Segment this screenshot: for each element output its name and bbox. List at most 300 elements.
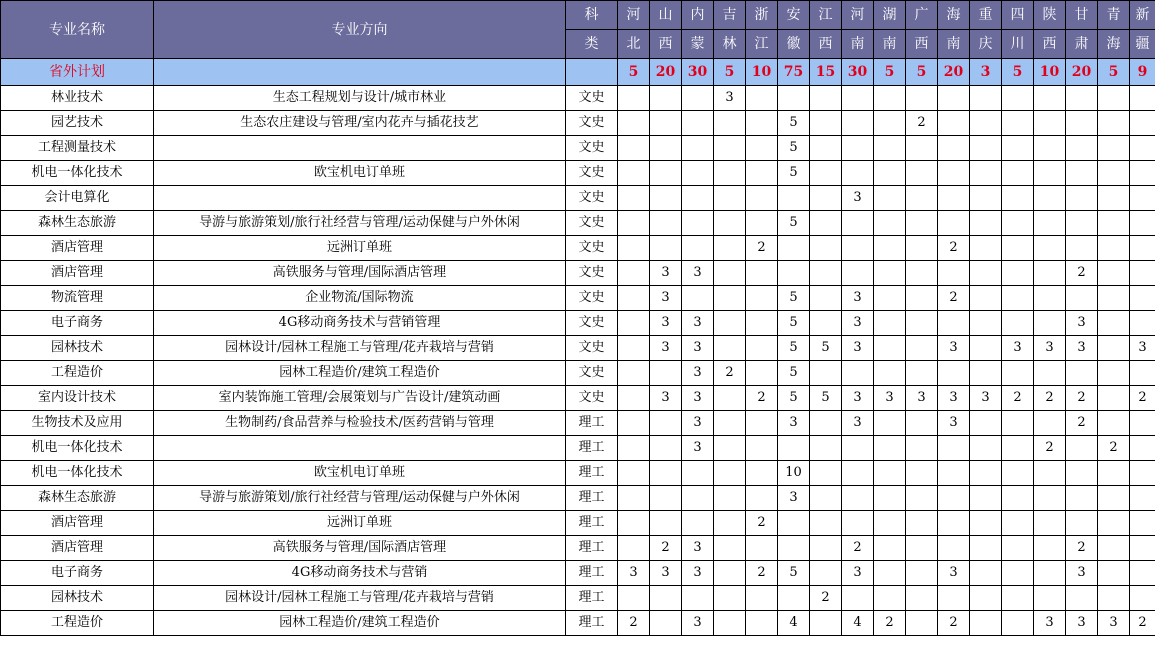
direction-cell: 高铁服务与管理/国际酒店管理 bbox=[154, 536, 566, 561]
quota-cell bbox=[714, 611, 746, 636]
quota-cell bbox=[618, 261, 650, 286]
province-header-top: 陕 bbox=[1034, 1, 1066, 30]
quota-cell: 3 bbox=[650, 561, 682, 586]
quota-cell bbox=[618, 361, 650, 386]
major-cell: 机电一体化技术 bbox=[1, 161, 154, 186]
quota-cell bbox=[650, 86, 682, 111]
quota-cell bbox=[1066, 436, 1098, 461]
quota-cell: 2 bbox=[746, 511, 778, 536]
quota-cell bbox=[906, 561, 938, 586]
quota-cell bbox=[746, 86, 778, 111]
quota-cell bbox=[906, 511, 938, 536]
quota-cell: 3 bbox=[778, 486, 810, 511]
quota-cell bbox=[618, 436, 650, 461]
quota-cell bbox=[1098, 286, 1130, 311]
quota-cell: 3 bbox=[650, 261, 682, 286]
quota-cell: 3 bbox=[650, 311, 682, 336]
major-cell: 工程造价 bbox=[1, 361, 154, 386]
subject-cell: 文史 bbox=[566, 136, 618, 161]
plan-row bbox=[1, 59, 1155, 86]
table-row bbox=[1, 211, 1155, 236]
direction-cell: 企业物流/国际物流 bbox=[154, 286, 566, 311]
quota-cell: 2 bbox=[810, 586, 842, 611]
quota-cell bbox=[1066, 586, 1098, 611]
quota-cell bbox=[682, 161, 714, 186]
quota-cell bbox=[650, 186, 682, 211]
subject-cell: 理工 bbox=[566, 436, 618, 461]
subject-cell: 理工 bbox=[566, 611, 618, 636]
quota-cell bbox=[746, 336, 778, 361]
plan-quota-cell: 20 bbox=[650, 59, 682, 86]
quota-cell bbox=[874, 286, 906, 311]
quota-cell: 2 bbox=[1002, 386, 1034, 411]
quota-cell bbox=[682, 86, 714, 111]
quota-cell bbox=[1130, 586, 1155, 611]
quota-cell bbox=[842, 486, 874, 511]
quota-cell bbox=[810, 461, 842, 486]
quota-cell bbox=[874, 136, 906, 161]
province-header-top: 浙 bbox=[746, 1, 778, 30]
quota-cell bbox=[874, 186, 906, 211]
quota-cell bbox=[906, 436, 938, 461]
quota-cell bbox=[746, 361, 778, 386]
quota-cell bbox=[874, 86, 906, 111]
plan-quota-cell: 20 bbox=[938, 59, 970, 86]
province-header-top: 广 bbox=[906, 1, 938, 30]
table-row bbox=[1, 436, 1155, 461]
table-row bbox=[1, 586, 1155, 611]
quota-cell bbox=[938, 161, 970, 186]
province-header-bottom: 西 bbox=[906, 30, 938, 59]
quota-cell bbox=[810, 486, 842, 511]
quota-cell bbox=[618, 511, 650, 536]
quota-cell bbox=[874, 111, 906, 136]
quota-cell bbox=[618, 186, 650, 211]
subject-cell: 文史 bbox=[566, 386, 618, 411]
quota-cell bbox=[1130, 86, 1155, 111]
quota-cell bbox=[714, 511, 746, 536]
quota-cell: 2 bbox=[1066, 261, 1098, 286]
quota-cell bbox=[938, 511, 970, 536]
quota-cell bbox=[650, 361, 682, 386]
quota-cell bbox=[746, 186, 778, 211]
quota-cell bbox=[714, 336, 746, 361]
direction-cell: 园林设计/园林工程施工与管理/花卉栽培与营销 bbox=[154, 336, 566, 361]
quota-cell: 4 bbox=[778, 611, 810, 636]
quota-cell: 3 bbox=[970, 386, 1002, 411]
quota-cell bbox=[874, 411, 906, 436]
quota-cell bbox=[618, 336, 650, 361]
quota-cell: 3 bbox=[842, 186, 874, 211]
quota-cell: 3 bbox=[650, 386, 682, 411]
subject-header-bottom: 类 bbox=[566, 30, 618, 59]
quota-cell bbox=[778, 436, 810, 461]
quota-cell bbox=[714, 436, 746, 461]
quota-cell bbox=[874, 586, 906, 611]
direction-cell bbox=[154, 186, 566, 211]
quota-cell: 2 bbox=[938, 611, 970, 636]
direction-cell: 4G移动商务技术与营销 bbox=[154, 561, 566, 586]
plan-quota-cell: 10 bbox=[1034, 59, 1066, 86]
direction-cell bbox=[154, 436, 566, 461]
quota-cell bbox=[650, 136, 682, 161]
quota-cell bbox=[970, 411, 1002, 436]
quota-cell bbox=[810, 436, 842, 461]
subject-cell: 文史 bbox=[566, 336, 618, 361]
quota-cell bbox=[682, 111, 714, 136]
quota-cell bbox=[810, 136, 842, 161]
quota-cell bbox=[1002, 361, 1034, 386]
quota-cell bbox=[650, 511, 682, 536]
quota-cell bbox=[842, 261, 874, 286]
direction-cell: 4G移动商务技术与营销管理 bbox=[154, 311, 566, 336]
direction-cell: 园林工程造价/建筑工程造价 bbox=[154, 611, 566, 636]
quota-cell bbox=[1098, 386, 1130, 411]
province-header-top: 重 bbox=[970, 1, 1002, 30]
quota-cell bbox=[1098, 211, 1130, 236]
quota-cell: 3 bbox=[906, 386, 938, 411]
table-row bbox=[1, 511, 1155, 536]
quota-cell bbox=[842, 586, 874, 611]
quota-cell: 2 bbox=[1066, 386, 1098, 411]
major-cell: 电子商务 bbox=[1, 561, 154, 586]
quota-cell bbox=[842, 86, 874, 111]
major-cell: 园林技术 bbox=[1, 336, 154, 361]
quota-cell bbox=[938, 311, 970, 336]
plan-quota-cell: 3 bbox=[970, 59, 1002, 86]
quota-cell bbox=[618, 86, 650, 111]
quota-cell bbox=[1034, 136, 1066, 161]
quota-cell bbox=[618, 311, 650, 336]
quota-cell bbox=[682, 136, 714, 161]
major-header: 专业名称 bbox=[1, 1, 154, 59]
quota-cell bbox=[938, 461, 970, 486]
quota-cell: 3 bbox=[842, 411, 874, 436]
quota-cell bbox=[1034, 586, 1066, 611]
quota-cell bbox=[1098, 511, 1130, 536]
quota-cell: 3 bbox=[842, 286, 874, 311]
quota-cell bbox=[1098, 336, 1130, 361]
subject-cell: 理工 bbox=[566, 411, 618, 436]
quota-cell bbox=[682, 286, 714, 311]
quota-cell bbox=[842, 161, 874, 186]
quota-cell bbox=[618, 286, 650, 311]
quota-cell bbox=[1098, 136, 1130, 161]
quota-cell bbox=[746, 111, 778, 136]
quota-cell bbox=[1130, 311, 1155, 336]
quota-cell bbox=[618, 136, 650, 161]
plan-quota-cell: 5 bbox=[1098, 59, 1130, 86]
subject-cell: 文史 bbox=[566, 86, 618, 111]
quota-cell bbox=[1130, 111, 1155, 136]
quota-cell bbox=[970, 361, 1002, 386]
quota-cell bbox=[970, 186, 1002, 211]
quota-cell bbox=[906, 461, 938, 486]
quota-cell bbox=[938, 536, 970, 561]
quota-cell bbox=[1098, 111, 1130, 136]
quota-cell bbox=[682, 511, 714, 536]
quota-cell bbox=[1002, 211, 1034, 236]
quota-cell bbox=[906, 186, 938, 211]
province-header-top: 湖 bbox=[874, 1, 906, 30]
province-header-bottom: 川 bbox=[1002, 30, 1034, 59]
quota-cell: 3 bbox=[650, 336, 682, 361]
quota-cell: 3 bbox=[1098, 611, 1130, 636]
quota-cell: 3 bbox=[1066, 561, 1098, 586]
subject-cell: 理工 bbox=[566, 461, 618, 486]
quota-cell bbox=[618, 411, 650, 436]
quota-cell bbox=[874, 336, 906, 361]
quota-cell bbox=[618, 486, 650, 511]
quota-cell: 5 bbox=[778, 136, 810, 161]
quota-cell bbox=[938, 361, 970, 386]
quota-cell: 3 bbox=[842, 386, 874, 411]
quota-cell: 3 bbox=[682, 261, 714, 286]
quota-cell bbox=[714, 311, 746, 336]
province-header-bottom: 南 bbox=[874, 30, 906, 59]
province-header-top: 河 bbox=[842, 1, 874, 30]
province-header-bottom: 徽 bbox=[778, 30, 810, 59]
plan-quota-cell: 5 bbox=[906, 59, 938, 86]
quota-cell: 2 bbox=[1066, 411, 1098, 436]
quota-cell bbox=[970, 136, 1002, 161]
plan-quota-cell: 30 bbox=[842, 59, 874, 86]
direction-cell: 欧宝机电订单班 bbox=[154, 161, 566, 186]
province-header-top: 江 bbox=[810, 1, 842, 30]
direction-cell: 远洲订单班 bbox=[154, 511, 566, 536]
quota-cell bbox=[1002, 436, 1034, 461]
quota-cell bbox=[1066, 186, 1098, 211]
quota-cell bbox=[938, 111, 970, 136]
quota-cell bbox=[906, 361, 938, 386]
quota-cell: 5 bbox=[778, 111, 810, 136]
quota-cell bbox=[1098, 161, 1130, 186]
table-row bbox=[1, 286, 1155, 311]
table-row bbox=[1, 461, 1155, 486]
quota-cell bbox=[810, 111, 842, 136]
quota-cell bbox=[682, 486, 714, 511]
quota-cell bbox=[1098, 86, 1130, 111]
quota-cell bbox=[874, 211, 906, 236]
quota-cell: 2 bbox=[618, 611, 650, 636]
plan-quota-cell: 15 bbox=[810, 59, 842, 86]
quota-cell bbox=[714, 461, 746, 486]
quota-cell bbox=[970, 111, 1002, 136]
quota-cell bbox=[938, 86, 970, 111]
quota-cell bbox=[1130, 161, 1155, 186]
quota-cell bbox=[1066, 86, 1098, 111]
quota-cell bbox=[1034, 186, 1066, 211]
quota-cell bbox=[1066, 211, 1098, 236]
plan-quota-cell: 10 bbox=[746, 59, 778, 86]
quota-cell bbox=[1130, 261, 1155, 286]
quota-cell bbox=[1034, 461, 1066, 486]
major-cell: 酒店管理 bbox=[1, 236, 154, 261]
quota-cell: 3 bbox=[842, 336, 874, 361]
quota-cell bbox=[810, 186, 842, 211]
quota-cell: 2 bbox=[746, 561, 778, 586]
province-header-bottom: 林 bbox=[714, 30, 746, 59]
province-header-bottom: 北 bbox=[618, 30, 650, 59]
quota-cell bbox=[970, 561, 1002, 586]
direction-cell: 生态农庄建设与管理/室内花卉与插花技艺 bbox=[154, 111, 566, 136]
quota-cell bbox=[1098, 361, 1130, 386]
province-header-top: 山 bbox=[650, 1, 682, 30]
direction-cell bbox=[154, 136, 566, 161]
province-header-bottom: 海 bbox=[1098, 30, 1130, 59]
quota-cell: 3 bbox=[682, 436, 714, 461]
quota-cell bbox=[810, 261, 842, 286]
quota-cell bbox=[650, 436, 682, 461]
quota-cell bbox=[1066, 286, 1098, 311]
quota-cell: 4 bbox=[842, 611, 874, 636]
quota-cell bbox=[1002, 561, 1034, 586]
quota-cell bbox=[714, 111, 746, 136]
quota-cell bbox=[714, 486, 746, 511]
quota-cell bbox=[810, 611, 842, 636]
quota-cell bbox=[970, 311, 1002, 336]
quota-cell bbox=[970, 436, 1002, 461]
province-header-top: 吉 bbox=[714, 1, 746, 30]
quota-cell: 3 bbox=[682, 311, 714, 336]
quota-cell bbox=[1130, 186, 1155, 211]
major-cell: 酒店管理 bbox=[1, 511, 154, 536]
quota-cell bbox=[874, 311, 906, 336]
quota-cell bbox=[1034, 511, 1066, 536]
quota-cell: 2 bbox=[906, 111, 938, 136]
quota-cell: 2 bbox=[938, 236, 970, 261]
quota-cell bbox=[746, 486, 778, 511]
quota-cell: 5 bbox=[778, 336, 810, 361]
quota-cell bbox=[714, 161, 746, 186]
quota-cell bbox=[970, 161, 1002, 186]
quota-cell bbox=[874, 561, 906, 586]
plan-quota-cell: 30 bbox=[682, 59, 714, 86]
province-header-top: 安 bbox=[778, 1, 810, 30]
subject-cell: 理工 bbox=[566, 561, 618, 586]
quota-cell bbox=[970, 211, 1002, 236]
major-cell: 园林技术 bbox=[1, 586, 154, 611]
quota-cell bbox=[746, 161, 778, 186]
quota-cell bbox=[1002, 411, 1034, 436]
quota-cell bbox=[618, 211, 650, 236]
province-header-bottom: 南 bbox=[938, 30, 970, 59]
quota-cell bbox=[1034, 236, 1066, 261]
quota-cell bbox=[778, 511, 810, 536]
province-header-top: 青 bbox=[1098, 1, 1130, 30]
quota-cell: 3 bbox=[618, 561, 650, 586]
province-header-bottom: 西 bbox=[650, 30, 682, 59]
quota-cell bbox=[810, 561, 842, 586]
quota-cell bbox=[1066, 161, 1098, 186]
quota-cell bbox=[810, 86, 842, 111]
quota-cell bbox=[714, 261, 746, 286]
quota-cell: 5 bbox=[778, 561, 810, 586]
quota-cell bbox=[1130, 361, 1155, 386]
quota-cell: 3 bbox=[938, 336, 970, 361]
quota-cell bbox=[1130, 561, 1155, 586]
quota-cell bbox=[746, 211, 778, 236]
major-cell: 工程造价 bbox=[1, 611, 154, 636]
subject-cell: 文史 bbox=[566, 361, 618, 386]
quota-cell: 2 bbox=[1130, 386, 1155, 411]
province-header-top: 海 bbox=[938, 1, 970, 30]
quota-cell bbox=[1034, 361, 1066, 386]
subject-cell: 文史 bbox=[566, 186, 618, 211]
quota-cell bbox=[714, 236, 746, 261]
direction-cell: 远洲订单班 bbox=[154, 236, 566, 261]
quota-cell bbox=[1034, 411, 1066, 436]
quota-cell bbox=[1130, 136, 1155, 161]
subject-cell: 理工 bbox=[566, 486, 618, 511]
quota-cell bbox=[1034, 286, 1066, 311]
province-header-bottom: 南 bbox=[842, 30, 874, 59]
direction-cell: 导游与旅游策划/旅行社经营与管理/运动保健与户外休闲 bbox=[154, 486, 566, 511]
quota-cell: 3 bbox=[682, 611, 714, 636]
province-header-bottom: 蒙 bbox=[682, 30, 714, 59]
quota-cell bbox=[1066, 361, 1098, 386]
table-row bbox=[1, 86, 1155, 111]
quota-cell bbox=[1034, 261, 1066, 286]
province-header-top: 四 bbox=[1002, 1, 1034, 30]
quota-cell bbox=[682, 211, 714, 236]
quota-cell bbox=[938, 136, 970, 161]
quota-cell: 2 bbox=[714, 361, 746, 386]
quota-cell: 2 bbox=[1034, 436, 1066, 461]
quota-cell: 3 bbox=[842, 561, 874, 586]
quota-cell bbox=[874, 361, 906, 386]
quota-cell bbox=[906, 161, 938, 186]
quota-cell bbox=[682, 236, 714, 261]
quota-cell bbox=[650, 411, 682, 436]
quota-cell: 5 bbox=[778, 386, 810, 411]
province-header-top: 新 bbox=[1130, 1, 1155, 30]
major-cell: 生物技术及应用 bbox=[1, 411, 154, 436]
subject-cell: 理工 bbox=[566, 586, 618, 611]
quota-cell bbox=[714, 286, 746, 311]
quota-cell bbox=[810, 511, 842, 536]
quota-cell bbox=[618, 111, 650, 136]
quota-cell: 2 bbox=[1066, 536, 1098, 561]
quota-cell bbox=[810, 361, 842, 386]
quota-cell bbox=[938, 211, 970, 236]
quota-cell bbox=[1098, 561, 1130, 586]
quota-cell bbox=[906, 586, 938, 611]
quota-cell bbox=[874, 236, 906, 261]
major-cell: 会计电算化 bbox=[1, 186, 154, 211]
province-header-bottom: 西 bbox=[810, 30, 842, 59]
table-row bbox=[1, 136, 1155, 161]
table-row bbox=[1, 111, 1155, 136]
quota-cell: 3 bbox=[938, 411, 970, 436]
quota-cell bbox=[1130, 436, 1155, 461]
major-cell: 机电一体化技术 bbox=[1, 461, 154, 486]
subject-cell: 文史 bbox=[566, 211, 618, 236]
plan-label: 省外计划 bbox=[1, 59, 154, 86]
quota-cell bbox=[906, 136, 938, 161]
quota-cell bbox=[778, 186, 810, 211]
quota-cell bbox=[1066, 136, 1098, 161]
quota-cell bbox=[1002, 86, 1034, 111]
major-cell: 酒店管理 bbox=[1, 536, 154, 561]
quota-cell bbox=[778, 86, 810, 111]
quota-cell bbox=[618, 236, 650, 261]
quota-cell bbox=[842, 461, 874, 486]
direction-cell: 欧宝机电订单班 bbox=[154, 461, 566, 486]
plan-quota-cell: 5 bbox=[618, 59, 650, 86]
subject-cell: 文史 bbox=[566, 236, 618, 261]
quota-cell: 2 bbox=[746, 236, 778, 261]
